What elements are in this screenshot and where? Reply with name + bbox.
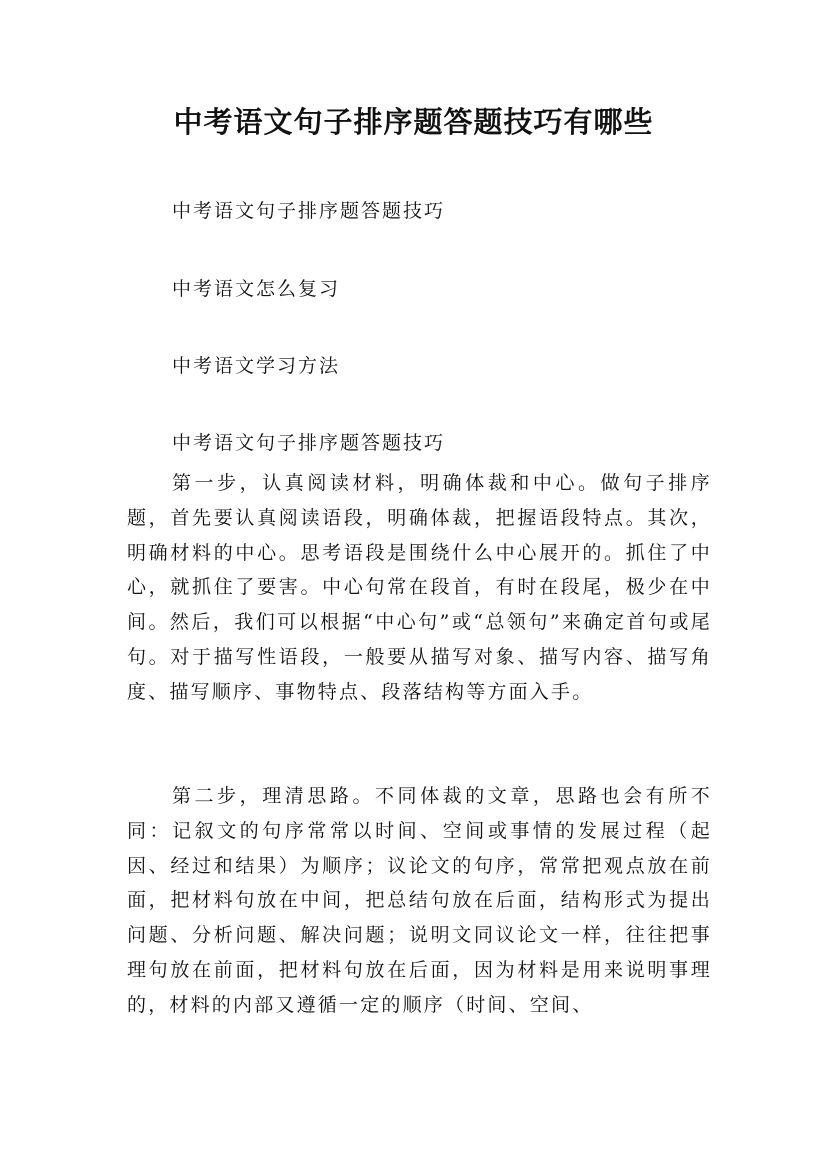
paragraph-step-one: 第一步，认真阅读材料，明确体裁和中心。做句子排序题，首先要认真阅读语段，明确体裁，把握语段特点。其次，明确材料的中心。思考语段是围绕什么中心展开的。抓住了中心，就抓住了要害。中心句常在段首，有时在段尾，极少在中间。然后，我们可以根据“中心句”或“总领句”来确定首句或尾句。对于描写性语段，一般要从描写对象、描写内容、描写角度、描写顺序、事物特点、段落结构等方面入手。 (127, 472, 712, 703)
paragraph-step-two: 第二步，理清思路。不同体裁的文章，思路也会有所不同：记叙文的句序常常以时间、空间或事情的发展过程（起因、经过和结果）为顺序；议论文的句序，常常把观点放在前面，把材料句放在中间，把总结句放在后面，结构形式为提出问题、分析问题、解决问题；说明文同议论文一样，往往把事理句放在前面，把材料句放在后面，因为材料是用来说明事理的，材料的内部又遵循一定的顺序（时间、空间、 (127, 785, 712, 1016)
document-title: 中考语文句子排序题答题技巧有哪些 (173, 105, 654, 139)
toc-item-1: 中考语文句子排序题答题技巧 (172, 200, 446, 222)
section-heading: 中考语文句子排序题答题技巧 (172, 432, 446, 454)
toc-item-2: 中考语文怎么复习 (172, 278, 341, 300)
toc-item-3: 中考语文学习方法 (172, 355, 341, 377)
